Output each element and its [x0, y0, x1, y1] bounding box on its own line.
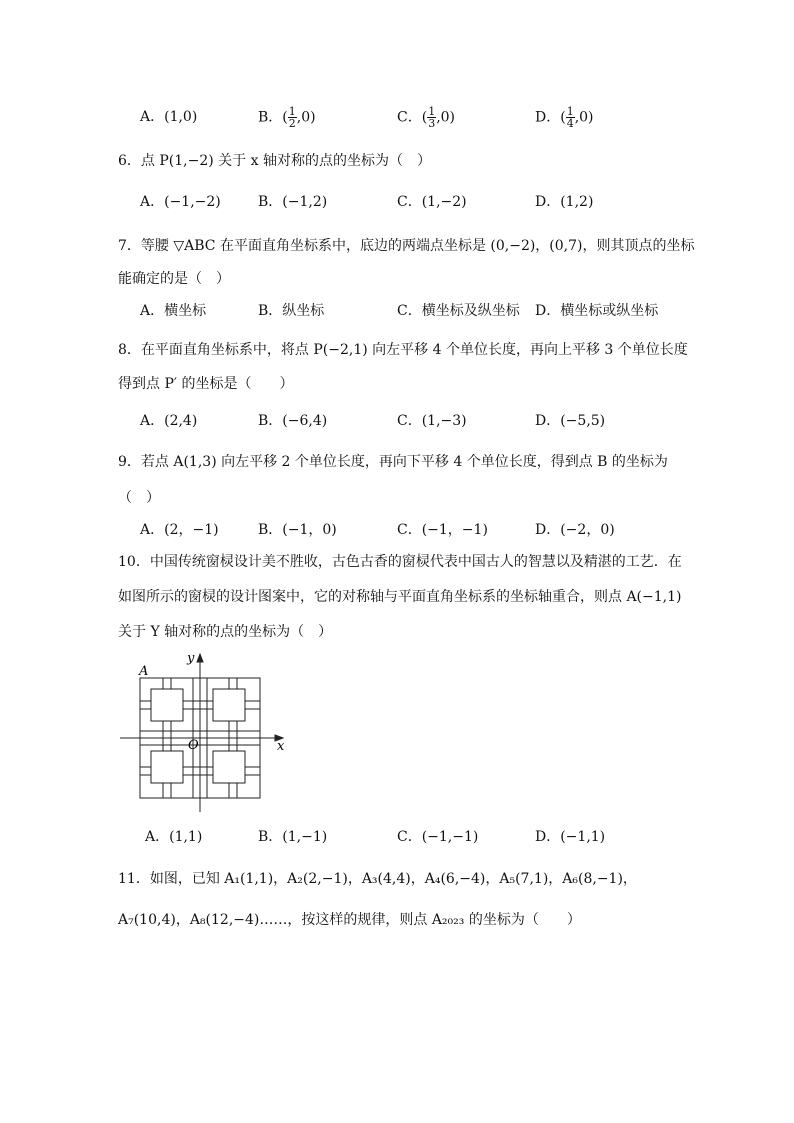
q6-option-c: C．(1,−2) [397, 194, 467, 210]
q7-option-a: A．横坐标 [140, 303, 207, 319]
lattice-square [151, 689, 183, 721]
y-axis-arrow-icon [197, 654, 203, 662]
lattice-square [213, 689, 245, 721]
point-a-label: A [139, 664, 149, 679]
q10-option-a: A．(1,1) [145, 829, 203, 845]
q5-option-d: D．( $\frac{1}{4}$ ,0) [535, 105, 594, 130]
q7-option-d: D．横坐标或纵坐标 [535, 303, 659, 319]
x-axis-label: x [277, 739, 285, 754]
y-axis-label: y [187, 651, 195, 666]
q8-option-b: B．(−6,4) [258, 413, 328, 429]
q10-stem-line1: 10．中国传统窗棂设计美不胜收，古色古香的窗棂代表中国古人的智慧以及精湛的工艺．在 [118, 554, 682, 570]
q8-options [0, 410, 794, 434]
q9-option-c: C．(−1，−1) [397, 522, 488, 538]
q10-option-c: C．(−1,−1) [397, 829, 479, 845]
q8-stem-line2: 得到点 P′ 的坐标是（ ） [118, 376, 294, 392]
q7-stem-line2: 能确定的是（ ） [118, 271, 230, 287]
lattice-square [151, 751, 183, 783]
q6-option-a: A．(−1,−2) [140, 194, 221, 210]
q10-stem-line2: 如图所示的窗棂的设计图案中，它的对称轴与平面直角坐标系的坐标轴重合，则点 A(−1,1) [118, 589, 682, 605]
q10-options [0, 826, 794, 850]
q6-option-d: D．(1,2) [535, 194, 594, 210]
q5-options [0, 106, 794, 130]
q9-stem-line1: 9．若点 A(1,3) 向左平移 2 个单位长度，再向下平移 4 个单位长度，得到点 B 的坐标为 [118, 454, 668, 470]
lattice-square [213, 751, 245, 783]
q5-option-c: C．( $\frac{1}{3}$ ,0) [397, 105, 456, 130]
q6-option-b: B．(−1,2) [258, 194, 328, 210]
fraction: $\frac{1}{2}$ [288, 105, 296, 130]
origin-label: O [188, 738, 199, 753]
q11-stem-line2: A₇(10,4)，A₈(12,−4)……，按这样的规律，则点 A₂₀₂₃ 的坐标为（ ） [118, 912, 581, 928]
q8-stem-line1: 8．在平面直角坐标系中，将点 P(−2,1) 向左平移 4 个单位长度，再向上平移 3 个单位长度 [118, 342, 688, 358]
q7-option-b: B．纵坐标 [258, 303, 325, 319]
q7-option-c: C．横坐标及纵坐标 [397, 303, 520, 319]
q7-stem-line1: 7．等腰 ▽ABC 在平面直角坐标系中，底边的两端点坐标是 (0,−2)，(0,7)，则其顶点的坐标 [118, 238, 695, 254]
q10-stem-line3: 关于 Y 轴对称的点的坐标为（ ） [118, 624, 333, 640]
q8-option-d: D．(−5,5) [535, 413, 606, 429]
q7-options [0, 300, 794, 324]
q9-options [0, 519, 794, 543]
q6-options [0, 191, 794, 215]
fraction: $\frac{1}{3}$ [428, 105, 436, 130]
q9-option-a: A．(2，−1) [140, 522, 219, 538]
q9-stem-line2: （ ） [118, 490, 160, 506]
q5-option-b: B．( $\frac{1}{2}$ ,0) [258, 105, 316, 130]
q10-option-d: D．(−1,1) [535, 829, 606, 845]
q8-option-a: A．(2,4) [140, 413, 198, 429]
q6-stem: 6．点 P(1,−2) 关于 x 轴对称的点的坐标为（ ） [118, 153, 431, 169]
q10-option-b: B．(1,−1) [258, 829, 328, 845]
q11-stem-line1: 11．如图，已知 A₁(1,1)，A₂(2,−1)，A₃(4,4)，A₄(6,−4)，A₅(7,1)，A₆(8,−1)， [118, 871, 637, 887]
q5-option-a: A．(1,0) [140, 109, 198, 125]
window-lattice-figure [115, 648, 295, 814]
q9-option-d: D．(−2，0) [535, 522, 615, 538]
q8-option-c: C．(1,−3) [397, 413, 467, 429]
fraction: $\frac{1}{4}$ [566, 105, 574, 130]
q9-option-b: B．(−1，0) [258, 522, 337, 538]
